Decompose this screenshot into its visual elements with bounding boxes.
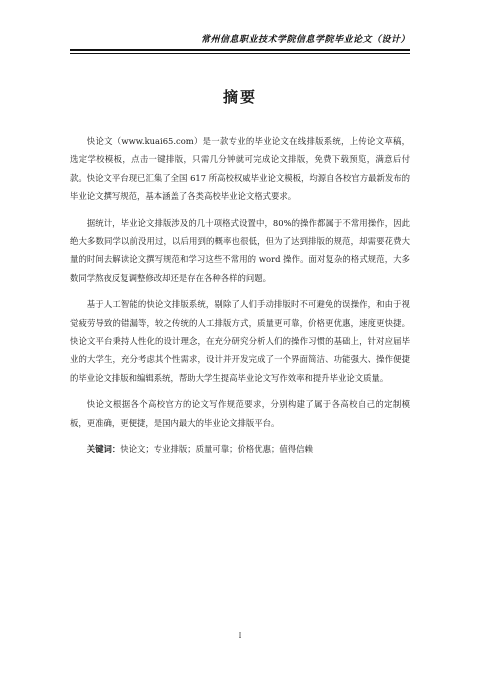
running-header: 常州信息职业技术学院信息学院毕业论文（设计） <box>200 35 410 45</box>
page-number: I <box>238 632 242 640</box>
abstract-paragraph-1: 快论文（www.kuai65.com）是一款专业的毕业论文在线排版系统，上传论文草稿，选定学校模板，点击一键排版，只需几分钟就可完成论文排版，免费下载预览，满意后付款。快论文平台现已汇集了全国 617 所高校权威毕业论文模板，均源自各校官方最新发布的毕业论文撰写规范，基本涵盖了各类高校毕业论文格式要求。 <box>70 136 410 202</box>
keywords-text: 快论文；专业排版；质量可靠；价格优惠；值得信赖 <box>120 444 313 455</box>
keywords-line <box>70 440 410 458</box>
abstract-paragraph-2: 据统计，毕业论文排版涉及的几十项格式设置中，80%的操作都属于不常用操作，因此绝大多数同学以前没用过，以后用到的概率也很低，但为了达到排版的规范，却需要花费大量的时间去解读论文撰写规范和学习这些不常用的 word 操作。面对复杂的格式规范，大多数同学熬夜反复调整修改却还是存在各种各样的问题。 <box>70 217 410 283</box>
header-rule-thick <box>70 49 410 51</box>
abstract-paragraph-4: 快论文根据各个高校官方的论文写作规范要求，分别构建了属于各高校自己的定制模板，更准确，更便捷，是国内最大的毕业论文排版平台。 <box>70 399 410 428</box>
abstract-body <box>70 132 410 458</box>
page-title: 摘要 <box>222 88 257 106</box>
header-rule-thin <box>70 53 410 54</box>
abstract-paragraph-3: 基于人工智能的快论文排版系统，剔除了人们手动排版时不可避免的误操作，和由于视觉疲劳导致的错漏等，较之传统的人工排版方式，质量更可靠，价格更优惠，速度更快捷。快论文平台秉持人性化的设计理念，在充分研究分析人们的操作习惯的基础上，针对应届毕业的大学生，充分考虑其个性需求，设计并开发完成了一个界面简洁、功能强大、操作便捷的毕业论文排版和编辑系统，帮助大学生提高毕业论文写作效率和提升毕业论文质量。 <box>70 299 410 383</box>
keywords-label: 关键词： <box>86 444 121 455</box>
